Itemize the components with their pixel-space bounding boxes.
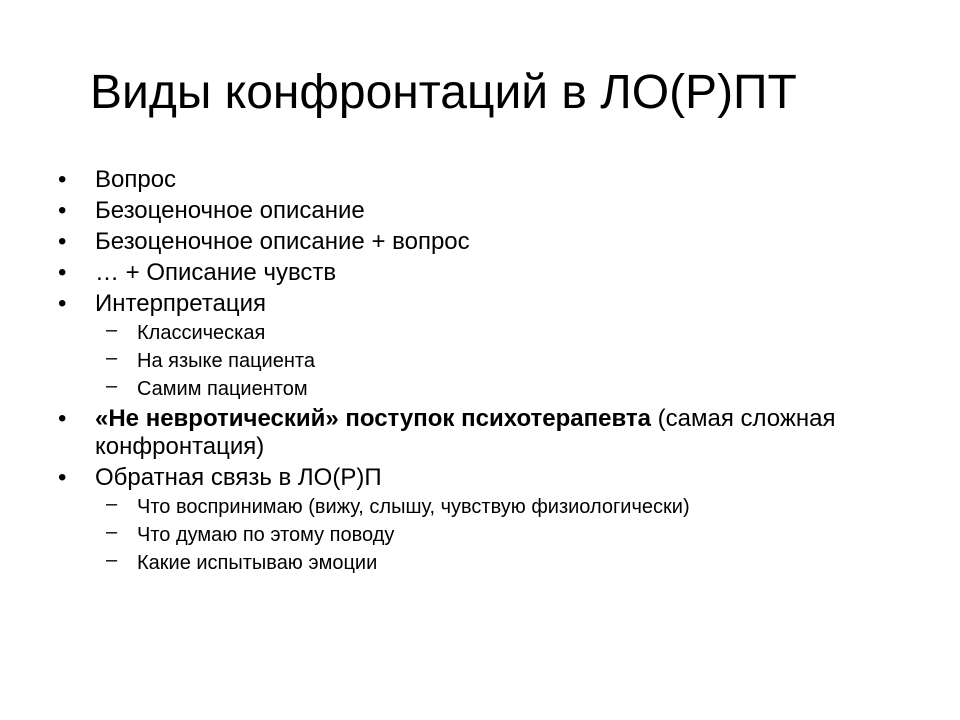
dash-icon: – <box>106 375 118 397</box>
bullet-icon: • <box>58 197 67 224</box>
dash-icon: – <box>106 347 118 369</box>
sublist-item-text: Классическая <box>137 322 266 344</box>
bullet-icon: • <box>58 228 67 255</box>
sublist-item-chto-dumayu <box>0 523 960 547</box>
list-item-interpretatsiya <box>0 290 960 318</box>
sublist-item-text: Какие испытываю эмоции <box>137 552 378 574</box>
list-item-ne-nevroticheskiy-postupok <box>0 405 960 461</box>
list-item-opisanie-chuvstv <box>0 259 960 287</box>
sublist-item-text: Самим пациентом <box>137 378 308 400</box>
bullet-icon: • <box>58 405 67 432</box>
list-item-text: … + Описание чувств <box>95 259 337 286</box>
list-item-text: Обратная связь в ЛО(Р)П <box>95 464 382 491</box>
sublist-item-samim-patsientom <box>0 377 960 401</box>
list-item-bezotsenochnoe-opisanie <box>0 197 960 225</box>
list-item-text: Безоценочное описание <box>95 197 365 224</box>
dash-icon: – <box>106 319 118 341</box>
bullet-icon: • <box>58 166 67 193</box>
bullet-icon: • <box>58 464 67 491</box>
sublist-item-chto-vosprinimayu <box>0 495 960 519</box>
sublist-item-text: На языке пациента <box>137 350 315 372</box>
sublist-item-text: Что воспринимаю (вижу, слышу, чувствую физиологически) <box>137 496 690 518</box>
sublist-item-text: Что думаю по этому поводу <box>137 524 395 546</box>
list-item-vopros <box>0 166 960 194</box>
list-item-text: Вопрос <box>95 166 177 193</box>
list-item-text: Безоценочное описание + вопрос <box>95 228 470 255</box>
slide-title: Виды конфронтаций в ЛО(Р)ПТ <box>90 66 797 119</box>
sublist-item-na-yazyke-patsienta <box>0 349 960 373</box>
dash-icon: – <box>106 521 118 543</box>
list-item-text: (самая сложная конфронтация) <box>95 405 836 460</box>
bullet-list <box>0 166 960 579</box>
dash-icon: – <box>106 493 118 515</box>
list-item-obratnaya-svyaz <box>0 464 960 492</box>
list-item-opisanie-plus-vopros <box>0 228 960 256</box>
bullet-icon: • <box>58 290 67 317</box>
list-item-bold-text: «Не невротический» поступок психотерапевта <box>95 405 651 432</box>
bullet-icon: • <box>58 259 67 286</box>
dash-icon: – <box>106 549 118 571</box>
list-item-text: Интерпретация <box>95 290 267 317</box>
sublist-item-klassicheskaya <box>0 321 960 345</box>
sublist-item-kakie-emotsii <box>0 551 960 575</box>
